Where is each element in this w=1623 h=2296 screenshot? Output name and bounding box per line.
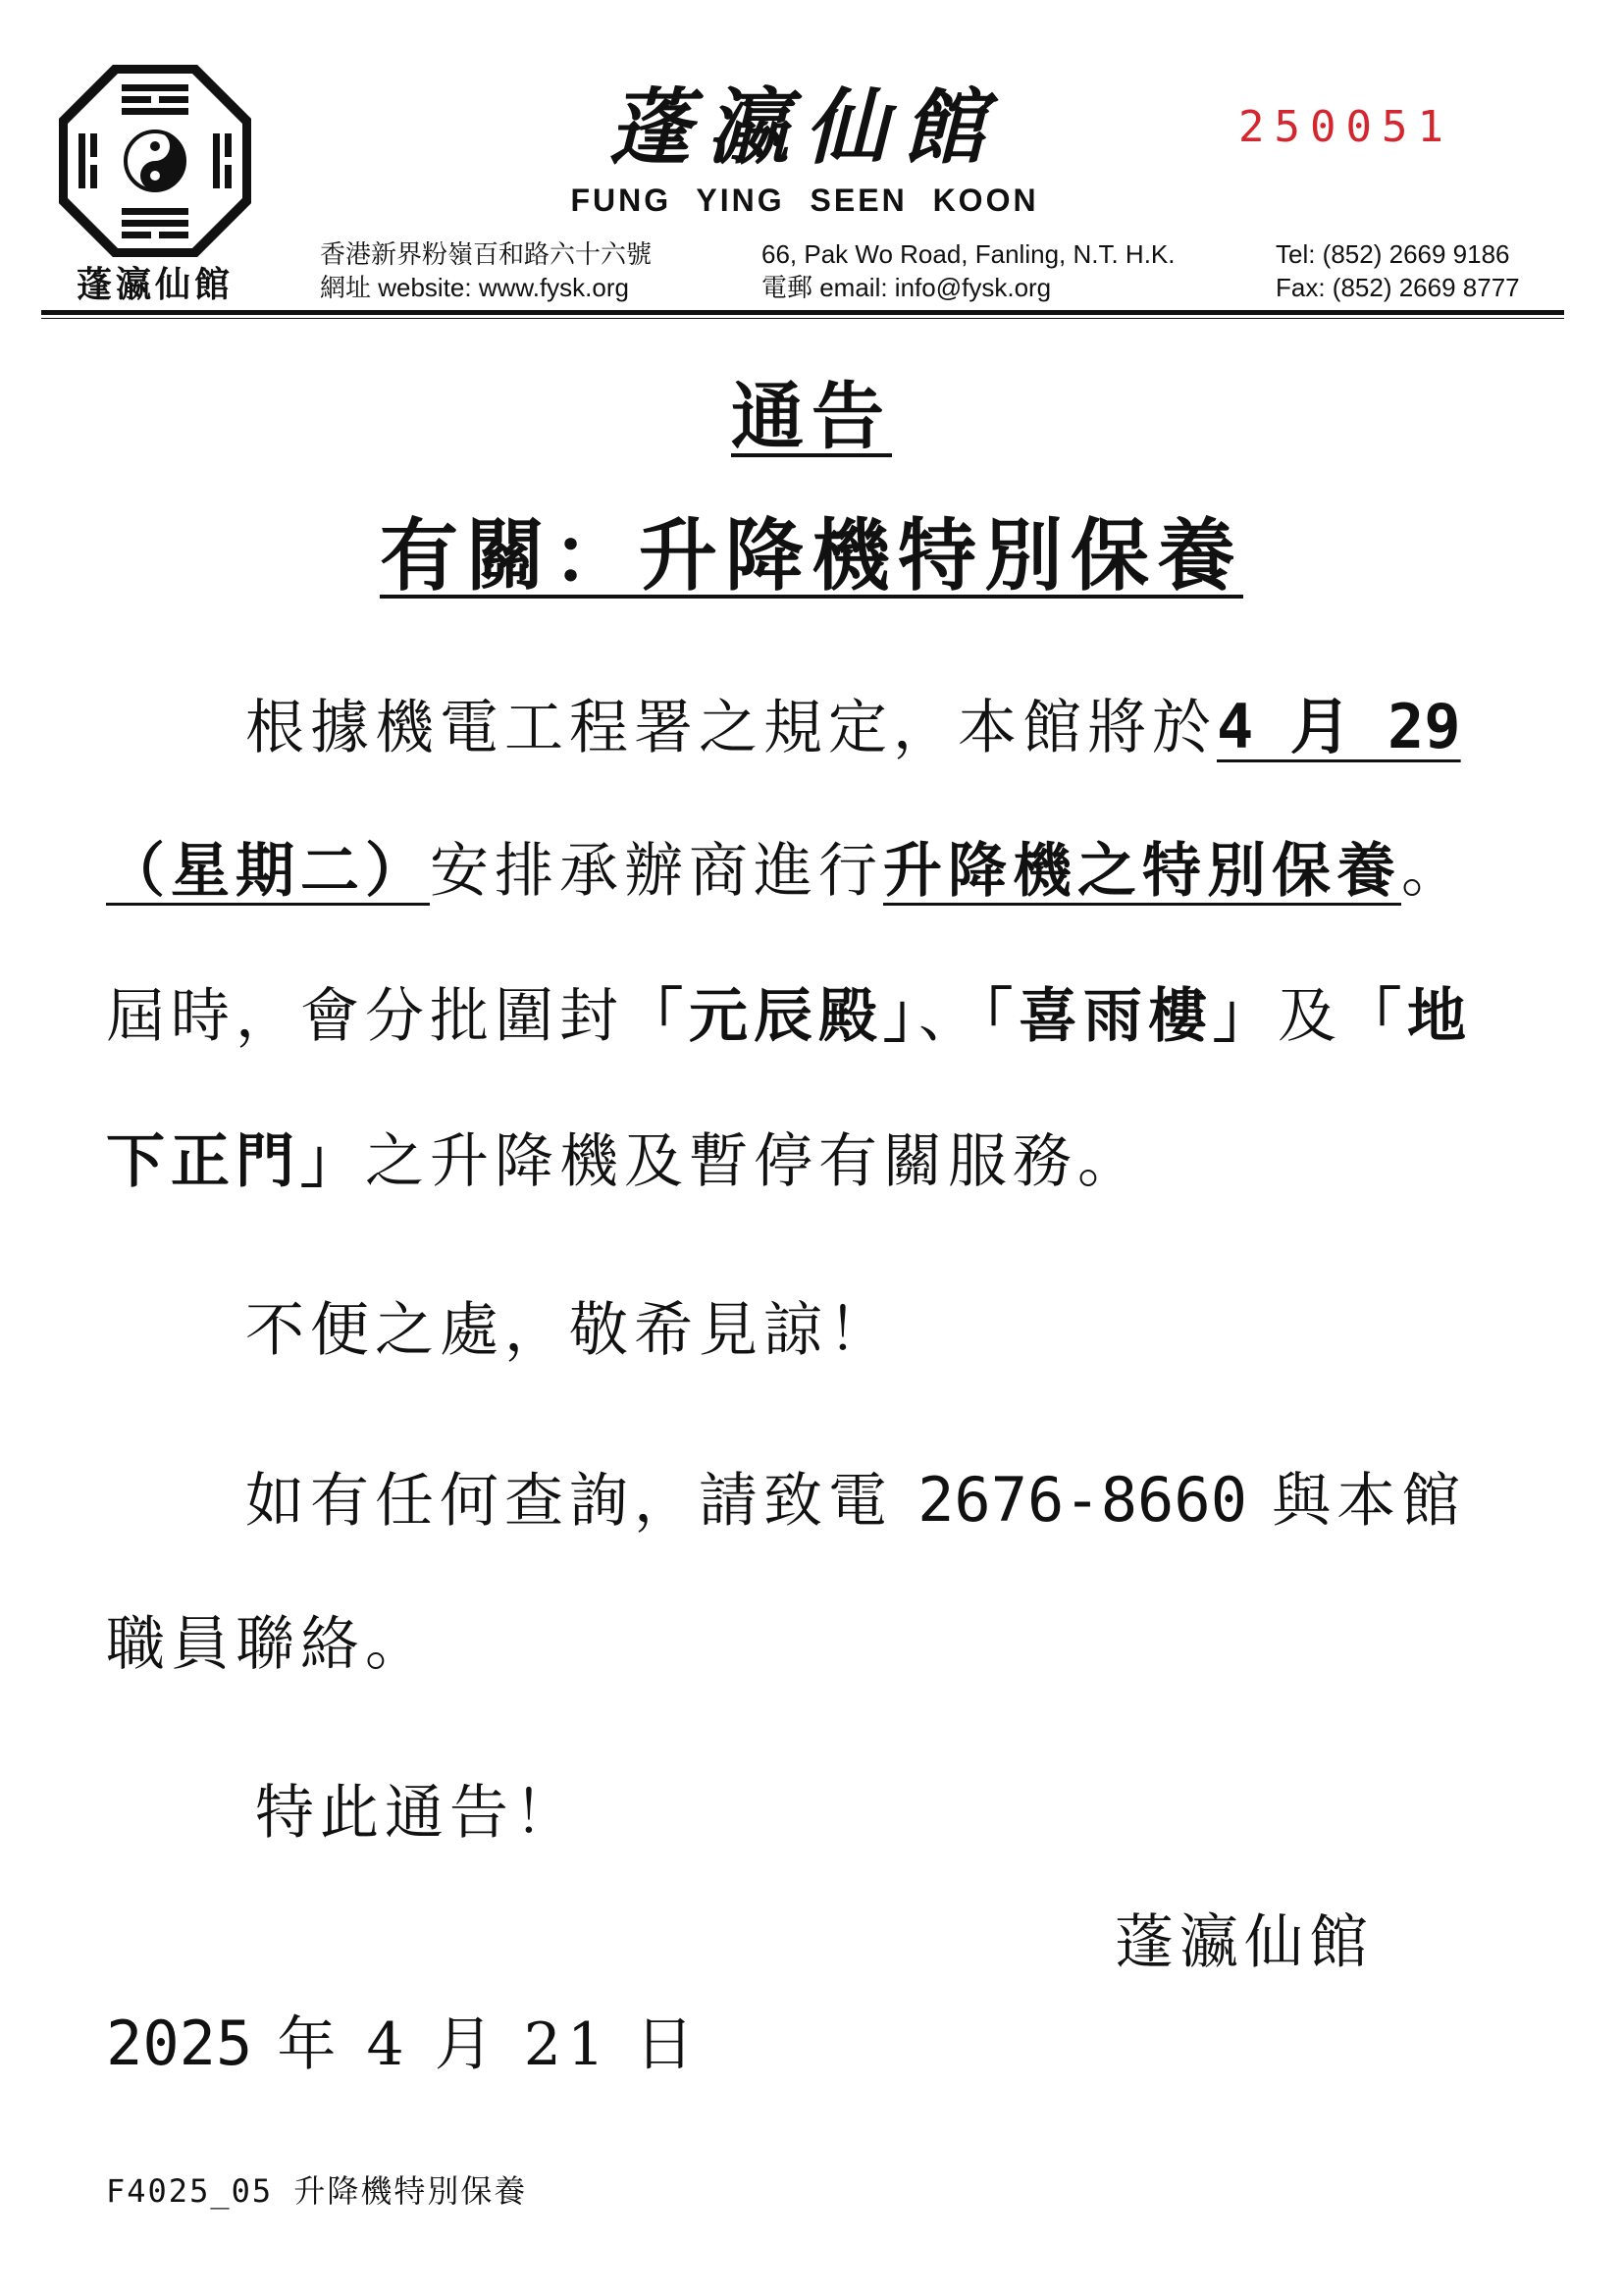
document-code: F4025_05 升降機特別保養 (106, 2172, 528, 2210)
location-heiyu-building: 「喜雨樓」 (983, 982, 1278, 1051)
maintenance-day: （星期二） (106, 837, 430, 906)
notice-date: 2025 年 4 月 21 日 (106, 2008, 701, 2079)
location-yuenshen-hall: 「元辰殿」 (624, 982, 918, 1051)
logo-caption: 蓬瀛仙館 (76, 264, 234, 305)
fax: Fax: (852) 2669 8777 (1276, 273, 1520, 302)
email-link[interactable]: 電郵 email: info@fysk.org (761, 273, 1052, 302)
bagua-logo (59, 65, 251, 257)
address-chinese: 香港新界粉嶺百和路六十六號 (320, 239, 653, 269)
reference-number: 250051 (1238, 102, 1453, 152)
telephone: Tel: (852) 2669 9186 (1276, 239, 1510, 269)
paragraph-1-line-4: 下正門」之升降機及暫停有關服務。 (106, 1127, 1142, 1196)
paragraph-3-line-1: 如有任何查詢，請致電 2676-8660 與本館 (245, 1464, 1467, 1536)
location-basement-main-gate: 下正門」 (106, 1127, 365, 1196)
paragraph-1-line-1: 根據機電工程署之規定，本館將於4 月 29 (245, 691, 1461, 762)
brand-name-chinese: 蓬瀛仙館 (607, 78, 1001, 176)
enquiry-phone: 2676-8660 (917, 1464, 1248, 1536)
address-english: 66, Pak Wo Road, Fanling, N.T. H.K. (761, 239, 1176, 269)
header-divider (41, 310, 1564, 315)
paragraph-1-line-3: 屆時，會分批圍封「元辰殿」、「喜雨樓」及「地 (106, 982, 1472, 1051)
paragraph-3-line-2: 職員聯絡。 (106, 1610, 430, 1679)
paragraph-2: 不便之處，敬希見諒！ (245, 1296, 893, 1365)
contact-phone-fax (1276, 237, 1520, 304)
notice-heading: 通告 (731, 375, 892, 459)
maintenance-item: 升降機之特別保養 (883, 837, 1401, 906)
brand-name-english: FUNG YING SEEN KOON (570, 183, 1039, 218)
contact-address-email (761, 237, 1175, 304)
header-divider-thin (41, 318, 1564, 319)
contact-address-website (320, 237, 652, 304)
paragraph-1-line-2: （星期二）安排承辦商進行升降機之特別保養。 (106, 837, 1466, 906)
maintenance-date: 4 月 29 (1217, 691, 1461, 762)
notice-subject: 有關：升降機特別保養 (380, 509, 1243, 601)
signature: 蓬瀛仙館 (1115, 1908, 1374, 1977)
closing-statement: 特此通告！ (255, 1779, 579, 1848)
website-link[interactable]: 網址 website: www.fysk.org (320, 273, 629, 302)
